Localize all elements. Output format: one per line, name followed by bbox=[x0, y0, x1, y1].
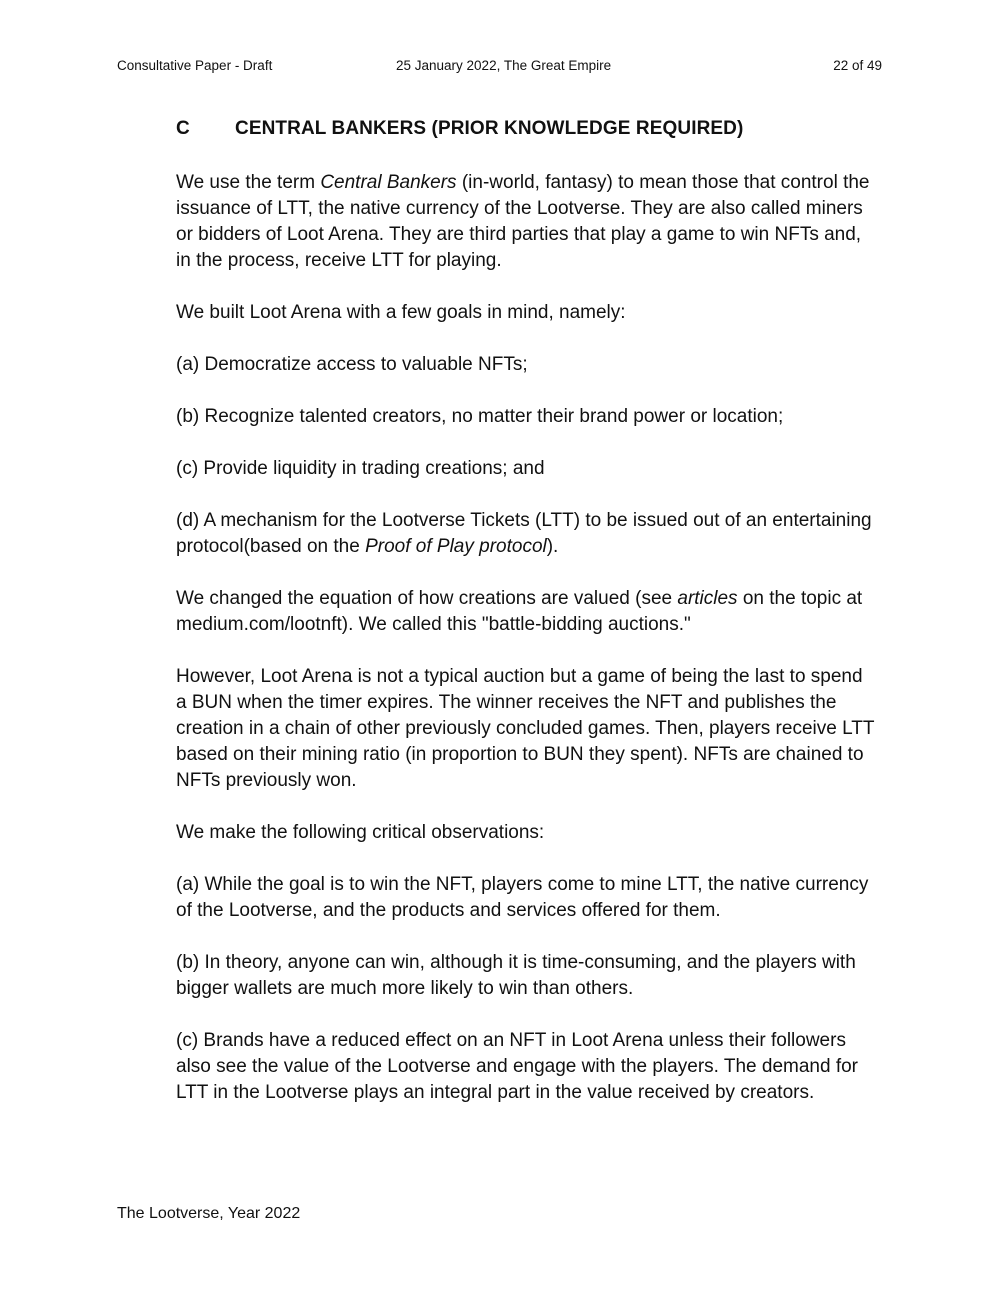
paragraph-text: ). bbox=[546, 536, 559, 557]
paragraph-central-bankers-definition bbox=[176, 170, 876, 274]
page-footer: The Lootverse, Year 2022 bbox=[117, 1205, 301, 1222]
list-item-goal-b: (b) Recognize talented creators, no matter their brand power or location; bbox=[176, 406, 784, 427]
header-page-number: 22 of 49 bbox=[833, 58, 882, 73]
emphasis-term: Proof of Play protocol bbox=[365, 536, 547, 557]
paragraph-text: (in-world, fantasy) to mean those that control the issuance of LTT, the native currency of the Lootverse. They are also called miners or bidders of Loot Arena. They are third parties that play a game to win NFTs and, in the process, receive LTT for playing. bbox=[176, 172, 870, 271]
list-item-goal-a: (a) Democratize access to valuable NFTs; bbox=[176, 354, 528, 375]
paragraph-text: We use the term bbox=[176, 172, 321, 193]
list-item-goal-d bbox=[176, 508, 876, 560]
paragraph-text: (d) A mechanism for the Lootverse Tickets (LTT) to be issued out of an entertaining protocol(based on the bbox=[176, 510, 872, 557]
paragraph-text: We changed the equation of how creations are valued (see bbox=[176, 588, 678, 609]
paragraph-loot-arena-mechanics: However, Loot Arena is not a typical auction but a game of being the last to spend a BUN when the timer expires. The winner receives the NFT and publishes the creation in a chain of other previously concluded games. Then, players receive LTT based on their mining ratio (in proportion to BUN they spent). NFTs are chained to NFTs previously won. bbox=[176, 666, 875, 791]
paragraph-goals-intro: We built Loot Arena with a few goals in mind, namely: bbox=[176, 302, 626, 323]
section-heading bbox=[176, 118, 743, 140]
emphasis-term: articles bbox=[677, 588, 738, 609]
list-item-observation-b: (b) In theory, anyone can win, although it is time-consuming, and the players with bigger wallets are much more likely to win than others. bbox=[176, 952, 856, 999]
emphasis-term: Central Bankers bbox=[320, 172, 457, 193]
header-document-type: Consultative Paper - Draft bbox=[117, 58, 273, 73]
section-title: CENTRAL BANKERS (PRIOR KNOWLEDGE REQUIRED) bbox=[235, 118, 744, 139]
paragraph-observations-intro: We make the following critical observations: bbox=[176, 822, 545, 843]
list-item-observation-a: (a) While the goal is to win the NFT, players come to mine LTT, the native currency of the Lootverse, and the products and services offered for them. bbox=[176, 874, 869, 921]
section-letter: C bbox=[176, 118, 190, 139]
list-item-observation-c: (c) Brands have a reduced effect on an NFT in Loot Arena unless their followers also see the value of the Lootverse and engage with the players. The demand for LTT in the Lootverse plays an integral part in the value received by creators. bbox=[176, 1030, 858, 1103]
body-text bbox=[176, 170, 876, 1132]
paragraph-valuation-change bbox=[176, 586, 876, 638]
header-date-location: 25 January 2022, The Great Empire bbox=[396, 58, 612, 73]
list-item-goal-c: (c) Provide liquidity in trading creations; and bbox=[176, 458, 545, 479]
paragraph-text: on the topic at medium.com/lootnft). We called this "battle-bidding auctions." bbox=[176, 588, 863, 635]
